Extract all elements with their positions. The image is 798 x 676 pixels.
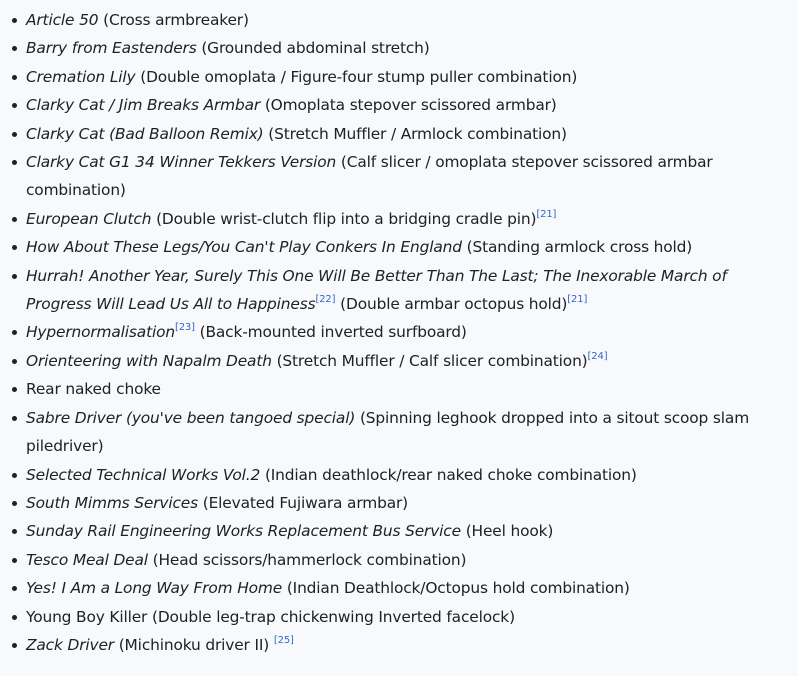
- move-name: Article 50: [26, 11, 99, 29]
- move-name: Orienteering with Napalm Death: [26, 351, 272, 370]
- move-name: Cremation Lily: [26, 67, 136, 86]
- list-item: [26, 318, 784, 346]
- move-name: Barry from Eastenders: [26, 39, 197, 58]
- move-text: Rear naked choke: [26, 380, 161, 399]
- move-name: European Clutch: [26, 209, 152, 228]
- citation-ref: [175, 322, 195, 333]
- list-item: [26, 517, 784, 545]
- citation-link[interactable]: [25]: [273, 634, 294, 646]
- citation-ref: [536, 209, 556, 220]
- list-item: [26, 148, 784, 205]
- move-description: (Heel hook): [465, 522, 554, 541]
- list-item: [26, 546, 784, 574]
- move-name: Hurrah! Another Year, Surely This One Will Be Better Than The Last; The Inexorable March of Progress Will Lead Us All to Happiness: [26, 266, 727, 314]
- list-item: [26, 34, 784, 62]
- move-description: (Elevated Fujiwara armbar): [202, 493, 409, 512]
- move-description: (Indian deathlock/rear naked choke combination): [264, 465, 637, 484]
- move-name: Sabre Driver (you've been tangoed special): [26, 408, 356, 427]
- move-description: (Head scissors/hammerlock combination): [152, 550, 467, 569]
- list-item: [26, 347, 784, 375]
- move-description: (Double wrist-clutch flip into a bridging cradle pin): [156, 209, 537, 228]
- move-text: Young Boy Killer (Double leg-trap chickenwing Inverted facelock): [26, 607, 515, 626]
- move-description: (Calf slicer / omoplata stepover scissored armbar combination): [26, 153, 713, 200]
- move-name: Sunday Rail Engineering Works Replacement Bus Service: [26, 522, 461, 541]
- move-description: (Cross armbreaker): [103, 11, 249, 29]
- list-item: [26, 6, 784, 34]
- list-item: [26, 205, 784, 233]
- move-description: (Standing armlock cross hold): [466, 238, 693, 257]
- list-item: [26, 603, 784, 631]
- move-description: (Indian Deathlock/Octopus hold combination): [286, 579, 630, 598]
- move-description: (Stretch Muffler / Armlock combination): [268, 124, 567, 143]
- move-description: (Omoplata stepover scissored armbar): [264, 96, 557, 115]
- move-description: (Back-mounted inverted surfboard): [199, 323, 467, 342]
- citation-link[interactable]: [21]: [536, 208, 557, 220]
- list-item: [26, 91, 784, 119]
- list-item: [26, 631, 784, 659]
- move-name: Clarky Cat / Jim Breaks Armbar: [26, 96, 261, 115]
- list-item: [26, 63, 784, 91]
- move-name: Yes! I Am a Long Way From Home: [26, 579, 283, 598]
- list-item: [26, 375, 784, 403]
- citation-ref: [567, 294, 587, 305]
- citation-link[interactable]: [22]: [315, 293, 336, 305]
- move-description: (Double armbar octopus hold): [340, 295, 568, 314]
- move-description: (Stretch Muffler / Calf slicer combination): [276, 351, 588, 370]
- citation-ref: [315, 294, 335, 305]
- citation-link[interactable]: [24]: [587, 350, 608, 362]
- list-item: [26, 461, 784, 489]
- list-item: [26, 574, 784, 602]
- move-name: South Mimms Services: [26, 493, 198, 512]
- citation-ref: [588, 351, 608, 362]
- move-description: (Double omoplata / Figure-four stump puller combination): [140, 67, 578, 86]
- move-description: (Michinoku driver II): [118, 635, 270, 654]
- list-item: [26, 233, 784, 261]
- move-name: Hypernormalisation: [26, 323, 175, 342]
- move-name: Tesco Meal Deal: [26, 550, 148, 569]
- move-name: Clarky Cat (Bad Balloon Remix): [26, 124, 264, 143]
- list-item: [26, 120, 784, 148]
- move-description: (Spinning leghook dropped into a sitout scoop slam piledriver): [26, 408, 750, 456]
- citation-link[interactable]: [21]: [567, 293, 588, 305]
- move-name: Zack Driver: [26, 635, 114, 654]
- move-description: (Grounded abdominal stretch): [201, 39, 430, 58]
- citation-link[interactable]: [23]: [174, 322, 195, 334]
- list-item: [26, 262, 784, 319]
- list-item: [26, 404, 784, 461]
- move-name: Selected Technical Works Vol.2: [26, 465, 261, 484]
- move-name: How About These Legs/You Can't Play Conkers In England: [26, 238, 462, 257]
- list-item: [26, 489, 784, 517]
- citation-ref: [274, 635, 294, 646]
- move-name: Clarky Cat G1 34 Winner Tekkers Version: [26, 153, 337, 172]
